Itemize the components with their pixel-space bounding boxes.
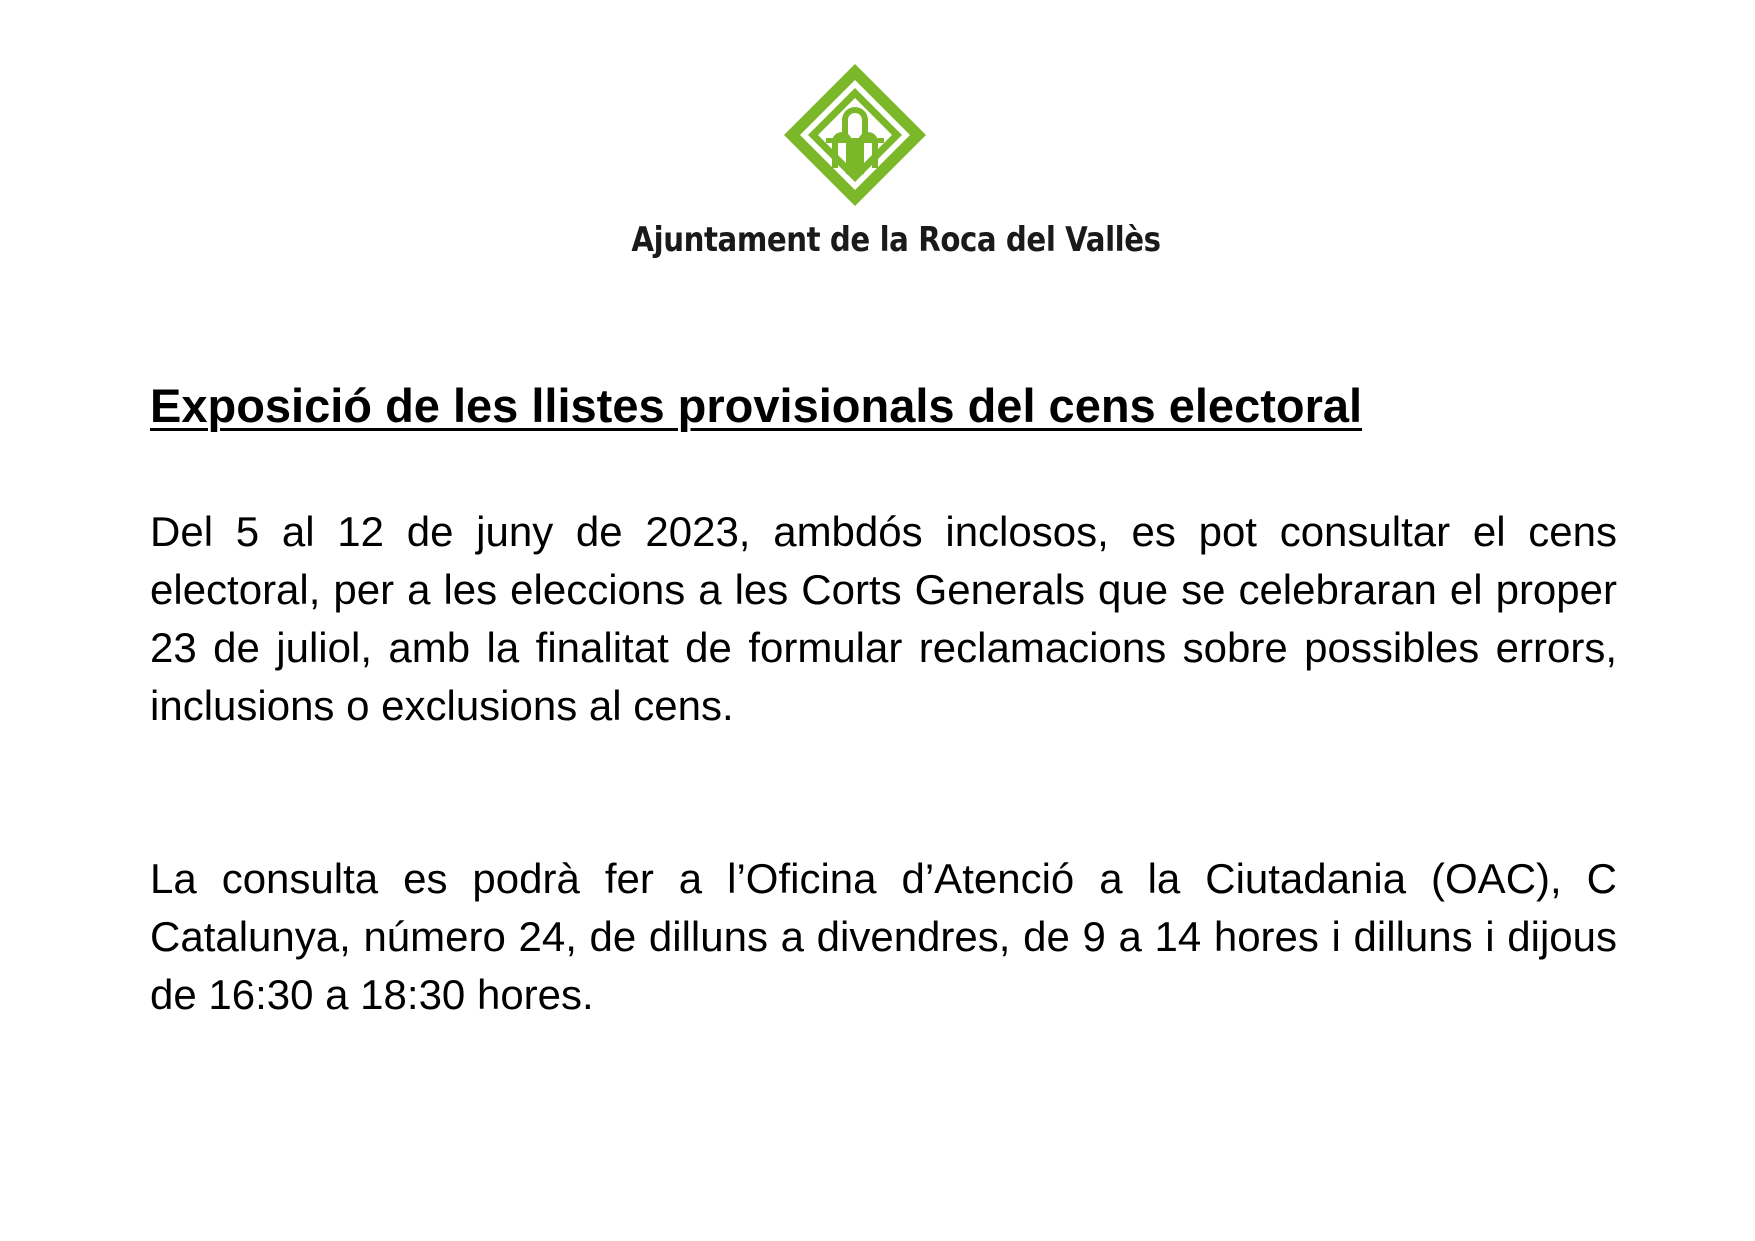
- paragraph-consulta-lloc: La consulta es podrà fer a l’Oficina d’Atenció a la Ciutadania (OAC), C Catalunya, número 24, de dilluns a divendres, de 9 a 14 hores i dilluns i dijous de 16:30 a 18:30 hores.: [150, 855, 1617, 1018]
- org-name: Ajuntament de la Roca del Vallès: [631, 220, 1161, 260]
- document-title: Exposició de les llistes provisionals del cens electoral: [150, 379, 1363, 432]
- header-logo: [595, 60, 1161, 270]
- ajuntament-roca-logo-icon: [780, 60, 930, 210]
- paragraph-consulta-dates: Del 5 al 12 de juny de 2023, ambdós inclosos, es pot consultar el cens electoral, per a les eleccions a les Corts Generals que se celebraran el proper 23 de juliol, amb la finalitat de formular reclamacions sobre possibles errors, inclusions o exclusions al cens.: [150, 508, 1617, 729]
